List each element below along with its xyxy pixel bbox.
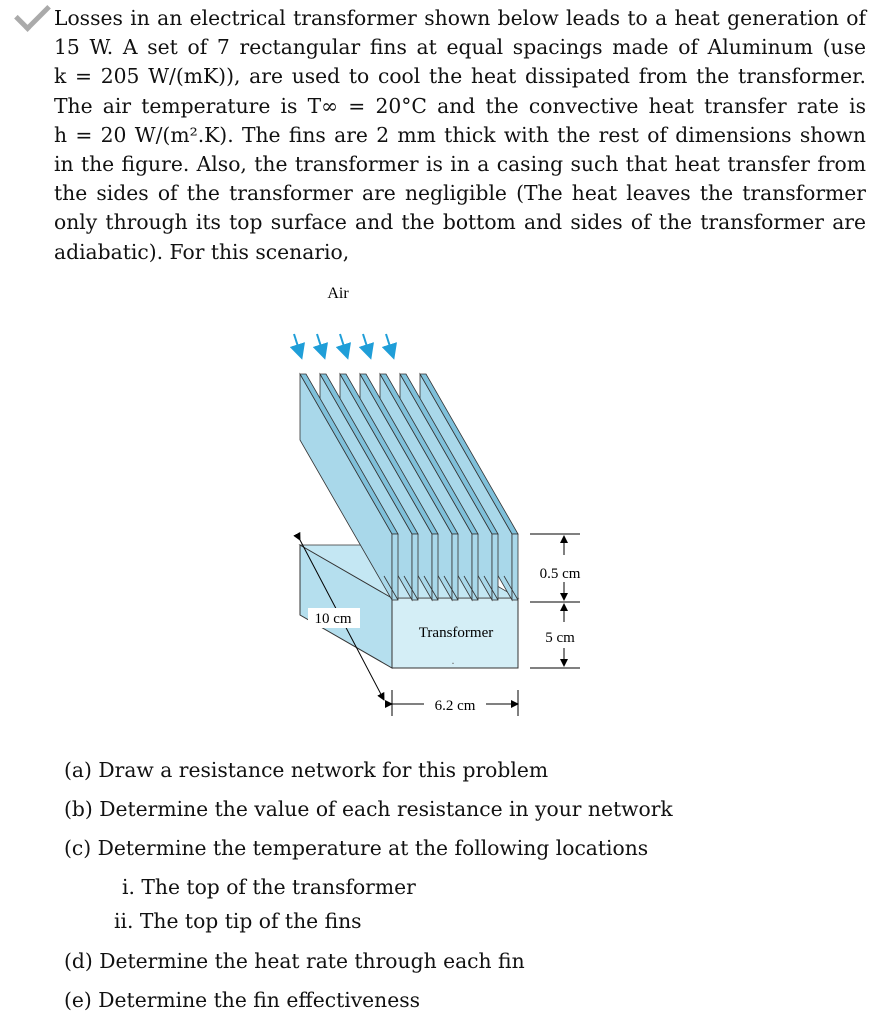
check-mark-icon <box>14 0 51 32</box>
center-dot: . <box>451 653 455 667</box>
transformer-label: Transformer <box>418 625 494 641</box>
transformer-fin-figure <box>280 278 620 728</box>
air-arrow <box>386 334 393 356</box>
air-flow-arrows <box>294 334 393 356</box>
problem-line: Losses in an electrical transformer shown below leads to a heat generation of <box>54 6 866 30</box>
problem-line: k = 205 W/(mK)), are used to cool the heat dissipated from the transformer. <box>54 64 866 89</box>
fin-front-face <box>472 534 478 600</box>
length-label: 10 cm <box>314 611 352 627</box>
air-arrow <box>317 334 324 356</box>
question-e: (e) Determine the fin effectiveness <box>64 988 421 1012</box>
air-arrow <box>340 334 347 356</box>
question-a: (a) Draw a resistance network for this problem <box>64 758 549 782</box>
problem-line: The air temperature is T∞ = 20°C and the convective heat transfer rate is <box>54 93 866 118</box>
width-label: 6.2 cm <box>434 698 476 714</box>
problem-line: h = 20 W/(m².K). The fins are 2 mm thick with the rest of dimensions shown <box>54 122 866 147</box>
problem-statement <box>54 4 866 267</box>
problem-number <box>22 6 39 27</box>
transformer-height-label: 5 cm <box>545 630 575 646</box>
problem-line: 15 W. A set of 7 rectangular fins at equal spacings made of Aluminum (use <box>54 35 866 60</box>
question-d: (d) Determine the heat rate through each fin <box>64 949 525 973</box>
fin-front-face <box>432 534 438 600</box>
fin-front-face <box>452 534 458 600</box>
air-arrow <box>294 334 301 356</box>
air-label: Air <box>327 285 349 302</box>
question-b: (b) Determine the value of each resistance in your network <box>64 797 673 821</box>
question-c: (c) Determine the temperature at the following locations <box>64 836 649 860</box>
fin-front-face <box>412 534 418 600</box>
problem-line: in the figure. Also, the transformer is in a casing such that heat transfer from <box>54 151 866 176</box>
fin-height-label: 0.5 cm <box>539 566 581 582</box>
fin-front-face <box>392 534 398 600</box>
problem-line: adiabatic). For this scenario, <box>54 239 350 264</box>
problem-line: only through its top surface and the bottom and sides of the transformer are <box>54 210 866 235</box>
problem-line: the sides of the transformer are negligible (The heat leaves the transformer <box>54 181 866 206</box>
fin-front-face <box>492 534 498 600</box>
fin-front-face <box>512 534 518 600</box>
question-c-i: i. The top of the transformer <box>122 875 416 899</box>
air-arrow <box>363 334 370 356</box>
question-c-ii: ii. The top tip of the fins <box>114 909 362 933</box>
